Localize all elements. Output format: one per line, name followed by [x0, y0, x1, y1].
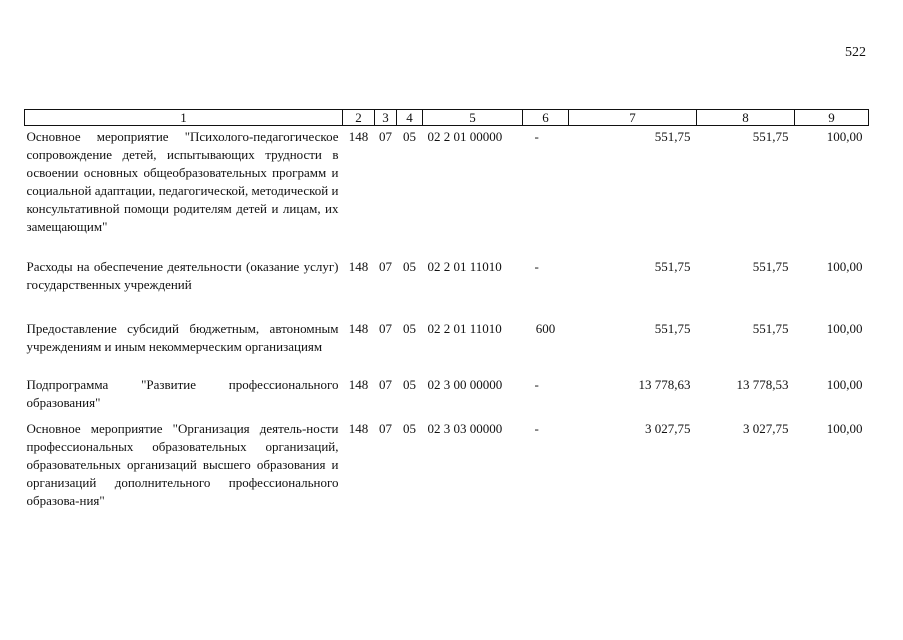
- column-header-1: 1: [25, 110, 343, 126]
- row-percent: 100,00: [826, 420, 863, 436]
- column-header-8: 8: [697, 110, 795, 126]
- column-header-5: 5: [423, 110, 523, 126]
- row-code-ministry: 148: [348, 129, 369, 144]
- row-executed: 13 778,53: [736, 376, 789, 392]
- row-expense-type: 600: [535, 320, 556, 336]
- row-executed: 3 027,75: [743, 420, 789, 436]
- column-header-6: 6: [523, 110, 569, 126]
- table-row: [25, 318, 869, 374]
- row-expense-type: -: [534, 258, 539, 274]
- row-subsection: 05: [403, 320, 416, 336]
- row-name: Основное мероприятие "Психолого-педагогическое сопровождение детей, испытывающих трудности в освоении основных общеобразовательных программ и социальной адаптации, педагогической, методической и консультативной помощи родителям детей и лицам, их замещающим": [26, 129, 339, 234]
- row-planned: 551,75: [654, 129, 691, 144]
- row-planned: 551,75: [654, 258, 691, 274]
- row-name: Расходы на обеспечение деятельности (оказание услуг) государственных учреждений: [26, 258, 339, 292]
- table-header-row: [25, 110, 869, 126]
- row-target-code: 02 2 01 11010: [427, 258, 502, 274]
- row-executed: 551,75: [752, 129, 789, 144]
- row-code-ministry: 148: [348, 320, 369, 336]
- row-name: Подпрограмма "Развитие профессионального образования": [26, 376, 339, 410]
- row-section: 07: [379, 258, 392, 274]
- row-code-ministry: 148: [348, 258, 369, 274]
- row-section: 07: [379, 320, 392, 336]
- table-row: [25, 418, 869, 532]
- table-row: [25, 374, 869, 418]
- row-executed: 551,75: [752, 320, 789, 336]
- column-header-3: 3: [375, 110, 397, 126]
- column-header-7: 7: [569, 110, 697, 126]
- row-executed: 551,75: [752, 258, 789, 274]
- row-target-code: 02 2 01 11010: [427, 320, 502, 336]
- column-header-4: 4: [397, 110, 423, 126]
- row-planned: 551,75: [654, 320, 691, 336]
- row-target-code: 02 3 00 00000: [427, 376, 503, 392]
- column-header-9: 9: [795, 110, 869, 126]
- row-name: Основное мероприятие "Организация деятель-ности профессиональных образовательных организаций, образовательных организаций высшего образования и организаций дополнительного профессионального образова-ния": [26, 420, 339, 508]
- row-code-ministry: 148: [348, 420, 369, 436]
- row-section: 07: [379, 420, 392, 436]
- row-section: 07: [379, 129, 392, 144]
- column-header-2: 2: [343, 110, 375, 126]
- row-expense-type: -: [534, 420, 539, 436]
- row-percent: 100,00: [826, 129, 863, 144]
- row-subsection: 05: [403, 258, 416, 274]
- row-name: Предоставление субсидий бюджетным, автономным учреждениям и иным некоммерческим организациям: [26, 320, 339, 354]
- budget-table: [24, 109, 869, 532]
- row-subsection: 05: [403, 129, 416, 144]
- table-row: [25, 256, 869, 318]
- row-planned: 3 027,75: [645, 420, 691, 436]
- page-number: 522: [845, 45, 866, 60]
- row-subsection: 05: [403, 420, 416, 436]
- row-target-code: 02 3 03 00000: [427, 420, 503, 436]
- row-expense-type: -: [534, 129, 539, 144]
- row-percent: 100,00: [826, 376, 863, 392]
- row-percent: 100,00: [826, 258, 863, 274]
- row-code-ministry: 148: [348, 376, 369, 392]
- row-expense-type: -: [534, 376, 539, 392]
- row-percent: 100,00: [826, 320, 863, 336]
- row-section: 07: [379, 376, 392, 392]
- row-planned: 13 778,63: [638, 376, 691, 392]
- row-target-code: 02 2 01 00000: [427, 129, 503, 144]
- row-subsection: 05: [403, 376, 416, 392]
- table-row: [25, 126, 869, 256]
